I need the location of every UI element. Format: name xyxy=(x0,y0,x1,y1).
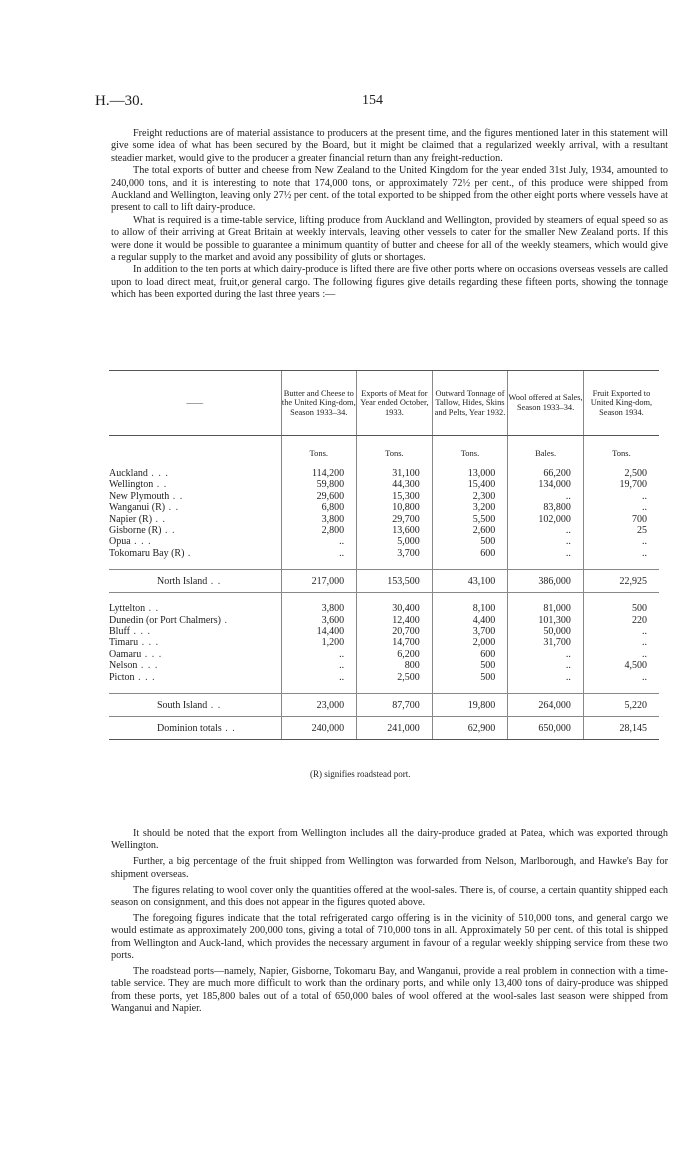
paragraph: The total exports of butter and cheese from New Zealand to the United Kingdom for the year ended 31st July, 1934, amounted to 240,000 tons, and it is interesting to note that 174,000 tons, or approximately 72½ per cent., of this produce were shipped from Auckland and Wellington, leaving only 27½ per cent. of the total exported to be shipped from the other eight ports where vessels have at present to call to lift dairy-produce. xyxy=(111,165,668,214)
leader-dots: . . . xyxy=(141,648,163,660)
row-label: Wellington xyxy=(109,479,154,491)
row-label: Lyttelton xyxy=(109,603,146,615)
leader-dots: . . xyxy=(152,513,167,525)
table-cell: .. xyxy=(281,548,357,559)
unit-label: Tons. xyxy=(357,436,433,459)
table-cell: 3,800 xyxy=(281,603,357,614)
table-cell: .. xyxy=(583,491,659,502)
row-label-cell xyxy=(109,603,281,614)
unit-label: Bales. xyxy=(508,436,584,459)
table-cell: 19,700 xyxy=(583,479,659,490)
page-number: 154 xyxy=(362,93,383,108)
row-label-cell xyxy=(109,649,281,660)
row-label-cell xyxy=(109,570,281,593)
table-cell: 87,700 xyxy=(357,694,433,717)
spacer-row xyxy=(109,683,659,694)
table-cell: 134,000 xyxy=(508,479,584,490)
paragraph: What is required is a time-table service, lifting produce from Auckland and Wellington, provided by steamers of equal speed so as to allow of their arriving at Great Britain at weekly intervals, leaving other vessels to cater for the smaller New Zealand ports. If this were done it would be possible to guarantee a minimum quantity of butter and cheese for all of the weekly steamers, which would give a regular supply to the market and avoid any possibility of gluts or shortages. xyxy=(111,214,668,264)
row-label-cell xyxy=(109,672,281,683)
table-row xyxy=(109,637,659,648)
table-cell: 101,300 xyxy=(508,615,584,626)
spacer-row xyxy=(109,559,659,570)
table-cell: 14,400 xyxy=(281,626,357,637)
row-label: Picton xyxy=(109,671,135,683)
leader-dots: . . . xyxy=(147,468,169,479)
unit-label: Tons. xyxy=(432,436,508,459)
leader-dots: . . xyxy=(165,502,180,514)
row-label: Nelson xyxy=(109,660,138,672)
row-label: Oamaru xyxy=(109,648,142,660)
column-header-tallow-hides: Outward Tonnage of Tallow, Hides, Skins and Pelts, Year 1932. xyxy=(432,371,508,436)
table-cell: 500 xyxy=(432,672,508,683)
table-cell: 25 xyxy=(583,525,659,536)
row-label: North Island xyxy=(157,575,208,587)
row-label: Auckland xyxy=(109,468,148,479)
paragraph: The figures relating to wool cover only the quantities offered at the wool-sales. There is, of course, a certain quantity shipped each season on consignment, and this does not appear in the figures quoted above. xyxy=(111,884,668,909)
table-cell: 500 xyxy=(583,603,659,614)
notes-text xyxy=(111,828,668,1019)
leader-dots: . . xyxy=(153,479,168,491)
table-cell: 62,900 xyxy=(432,717,508,740)
table-cell: .. xyxy=(583,548,659,559)
table-cell: 102,000 xyxy=(508,514,584,525)
row-label-cell xyxy=(109,468,281,479)
table-cell: .. xyxy=(281,660,357,671)
table-cell: .. xyxy=(281,536,357,547)
table-cell: 6,200 xyxy=(357,649,433,660)
table-row xyxy=(109,626,659,637)
table-cell: .. xyxy=(508,548,584,559)
leader-dots: . . xyxy=(221,722,236,734)
leader-dots: . . xyxy=(161,525,176,537)
table-cell: 15,400 xyxy=(432,479,508,490)
table-cell: 83,800 xyxy=(508,502,584,513)
table-row xyxy=(109,649,659,660)
row-label-cell xyxy=(109,626,281,637)
row-label: Wanganui (R) xyxy=(109,502,166,514)
row-label-cell xyxy=(109,479,281,490)
table-cell: 81,000 xyxy=(508,603,584,614)
table-cell: 23,000 xyxy=(281,694,357,717)
column-header-wool: Wool offered at Sales, Season 1933–34. xyxy=(508,371,584,436)
table-cell: 5,000 xyxy=(357,536,433,547)
table-cell: 2,800 xyxy=(281,525,357,536)
leader-dots: . xyxy=(184,547,192,559)
table-cell: 50,000 xyxy=(508,626,584,637)
table-footnote: (R) signifies roadstead port. xyxy=(310,769,411,779)
table-cell: 29,700 xyxy=(357,514,433,525)
table-cell: 2,600 xyxy=(432,525,508,536)
table-cell: 3,700 xyxy=(432,626,508,637)
table-cell: 44,300 xyxy=(357,479,433,490)
row-label-cell xyxy=(109,717,281,740)
table-cell: 66,200 xyxy=(508,468,584,479)
paragraph: The foregoing figures indicate that the total refrigerated cargo offering is in the vicinity of 510,000 tons, and general cargo we would estimate as approximately 200,000 tons, giving a total of 710,000 tons in all. Approximately 50 per cent. of this total is shipped from Wellington and Auck-land, which provides the necessary argument in favour of a regular weekly shipping service from these two ports. xyxy=(111,912,668,962)
table-cell: .. xyxy=(508,536,584,547)
table-cell: 2,500 xyxy=(357,672,433,683)
paragraph: The roadstead ports—namely, Napier, Gisborne, Tokomaru Bay, and Wanganui, provide a real problem in connection with a time-table service. They are much more difficult to work than the ordinary ports, and while only 13,400 tons of dairy-produce was shipped from these ports, yet 185,800 bales out of a total of 650,000 bales of wool offered at the wool-sales last season were shipped from Wanganui and Napier. xyxy=(111,966,668,1015)
table-cell: 19,800 xyxy=(432,694,508,717)
table-cell: 4,500 xyxy=(583,660,659,671)
table-cell: 13,000 xyxy=(432,468,508,479)
table-cell: .. xyxy=(508,649,584,660)
row-label-cell xyxy=(109,536,281,547)
table-cell: 3,600 xyxy=(281,615,357,626)
table-row xyxy=(109,491,659,502)
unit-label: Tons. xyxy=(583,436,659,459)
table-cell: 500 xyxy=(432,660,508,671)
row-label-cell xyxy=(109,548,281,559)
column-header-meat: Exports of Meat for Year ended October, 1933. xyxy=(357,371,433,436)
table-cell: 30,400 xyxy=(357,603,433,614)
leader-dots: . . . xyxy=(130,536,152,548)
row-label: South Island xyxy=(157,699,208,711)
table-cell: 10,800 xyxy=(357,502,433,513)
spacer-row xyxy=(109,593,659,604)
row-label: Bluff xyxy=(109,626,130,638)
table-cell: 217,000 xyxy=(281,570,357,593)
row-label: Tokomaru Bay (R) xyxy=(109,547,185,559)
table-cell: 43,100 xyxy=(432,570,508,593)
table-cell: 240,000 xyxy=(281,717,357,740)
row-label: Napier (R) xyxy=(109,513,153,525)
leader-dots: . . . xyxy=(129,626,151,638)
table-cell: 220 xyxy=(583,615,659,626)
table-cell: 600 xyxy=(432,649,508,660)
table-cell: 650,000 xyxy=(508,717,584,740)
leader-dots: . xyxy=(220,614,228,626)
table-cell: 3,200 xyxy=(432,502,508,513)
table-cell: 8,100 xyxy=(432,603,508,614)
leader-dots: . . xyxy=(169,490,184,502)
table-cell: .. xyxy=(508,491,584,502)
row-label: Dunedin (or Port Chalmers) xyxy=(109,614,221,626)
table-cell: 5,220 xyxy=(583,694,659,717)
table-cell: 2,000 xyxy=(432,637,508,648)
row-label: New Plymouth xyxy=(109,490,170,502)
table-cell: 4,400 xyxy=(432,615,508,626)
table-cell: 800 xyxy=(357,660,433,671)
table-cell: 264,000 xyxy=(508,694,584,717)
table-cell: 3,700 xyxy=(357,548,433,559)
table-cell: .. xyxy=(583,637,659,648)
row-label-cell xyxy=(109,660,281,671)
column-header-butter-cheese: Butter and Cheese to the United King-dom, Season 1933–34. xyxy=(281,371,357,436)
row-label-cell xyxy=(109,637,281,648)
table-header-row xyxy=(109,371,659,436)
row-label-cell xyxy=(109,514,281,525)
table-cell: 700 xyxy=(583,514,659,525)
table-cell: 3,800 xyxy=(281,514,357,525)
row-label-cell xyxy=(109,615,281,626)
table-cell: 2,500 xyxy=(583,468,659,479)
table-cell: 29,600 xyxy=(281,491,357,502)
row-label-cell xyxy=(109,502,281,513)
table-cell: 31,100 xyxy=(357,468,433,479)
table-cell: 386,000 xyxy=(508,570,584,593)
port-exports-table xyxy=(109,370,659,740)
leader-dots: . . xyxy=(145,603,160,615)
row-label-cell xyxy=(109,694,281,717)
table-cell: 5,500 xyxy=(432,514,508,525)
leader-dots: . . xyxy=(207,575,222,587)
table-row xyxy=(109,615,659,626)
table-cell: .. xyxy=(281,649,357,660)
table-row xyxy=(109,468,659,479)
table-cell: 15,300 xyxy=(357,491,433,502)
table-cell: .. xyxy=(583,536,659,547)
table-row xyxy=(109,479,659,490)
table-cell: .. xyxy=(508,660,584,671)
table-cell: .. xyxy=(583,502,659,513)
table-cell: .. xyxy=(583,672,659,683)
table-cell: .. xyxy=(508,525,584,536)
column-header-fruit: Fruit Exported to United King-dom, Season 1934. xyxy=(583,371,659,436)
table-cell: 13,600 xyxy=(357,525,433,536)
subtotal-row-north xyxy=(109,570,659,593)
table-row xyxy=(109,548,659,559)
subtotal-row-south xyxy=(109,694,659,717)
leader-dots: . . . xyxy=(138,637,160,649)
paragraph: In addition to the ten ports at which dairy-produce is lifted there are five other ports where on occasions overseas vessels are called upon to load direct meat, fruit,or general cargo. The following figures give details regarding these fifteen ports, showing the tonnage which has been exported during the last three years :— xyxy=(111,264,668,301)
table-row xyxy=(109,660,659,671)
table-cell: .. xyxy=(583,626,659,637)
table-cell: .. xyxy=(583,649,659,660)
table-cell: 600 xyxy=(432,548,508,559)
table-row xyxy=(109,603,659,614)
paragraph: Further, a big percentage of the fruit shipped from Wellington was forwarded from Nelson, Marlborough, and Hawke's Bay for shipment overseas. xyxy=(111,856,668,880)
table-cell: 59,800 xyxy=(281,479,357,490)
row-label-cell xyxy=(109,491,281,502)
table-cell: .. xyxy=(508,672,584,683)
table-row xyxy=(109,514,659,525)
table-cell: 31,700 xyxy=(508,637,584,648)
row-label: Opua xyxy=(109,536,131,548)
table-cell: .. xyxy=(281,672,357,683)
paragraph: Freight reductions are of material assistance to producers at the present time, and the figures mentioned later in this statement will give some idea of what has been secured by the Board, but it might be claimed that a regularized weekly arrival, with a resultant steadier market, would give to the producer a greater financial return than any freight-reduction. xyxy=(111,128,668,164)
table-cell: 14,700 xyxy=(357,637,433,648)
unit-label: Tons. xyxy=(281,436,357,459)
table-row xyxy=(109,672,659,683)
row-label: Timaru xyxy=(109,637,139,649)
total-row-dominion xyxy=(109,717,659,740)
table-cell: 12,400 xyxy=(357,615,433,626)
table-cell: 22,925 xyxy=(583,570,659,593)
table-cell: 20,700 xyxy=(357,626,433,637)
table-cell: 114,200 xyxy=(281,468,357,479)
table-cell: 241,000 xyxy=(357,717,433,740)
table-cell: 153,500 xyxy=(357,570,433,593)
table-row xyxy=(109,536,659,547)
row-label: Gisborne (R) xyxy=(109,525,162,537)
leader-dots: . . xyxy=(207,699,222,711)
table-row xyxy=(109,525,659,536)
table-cell: 1,200 xyxy=(281,637,357,648)
table-cell: 6,800 xyxy=(281,502,357,513)
leader-dots: . . . xyxy=(137,660,159,672)
units-row xyxy=(109,436,659,459)
table-cell: 2,300 xyxy=(432,491,508,502)
table-row xyxy=(109,502,659,513)
table-cell: 28,145 xyxy=(583,717,659,740)
row-label-cell xyxy=(109,525,281,536)
paragraph: It should be noted that the export from Wellington includes all the dairy-produce graded at Patea, which was exported through Wellington. xyxy=(111,828,668,852)
leader-dots: . . . xyxy=(134,671,156,683)
row-label: Dominion totals xyxy=(157,722,222,734)
document-reference: H.—30. xyxy=(95,93,144,109)
column-header-blank: —— xyxy=(109,371,281,436)
intro-text xyxy=(111,128,668,302)
spacer-row xyxy=(109,458,659,468)
table-cell: 500 xyxy=(432,536,508,547)
